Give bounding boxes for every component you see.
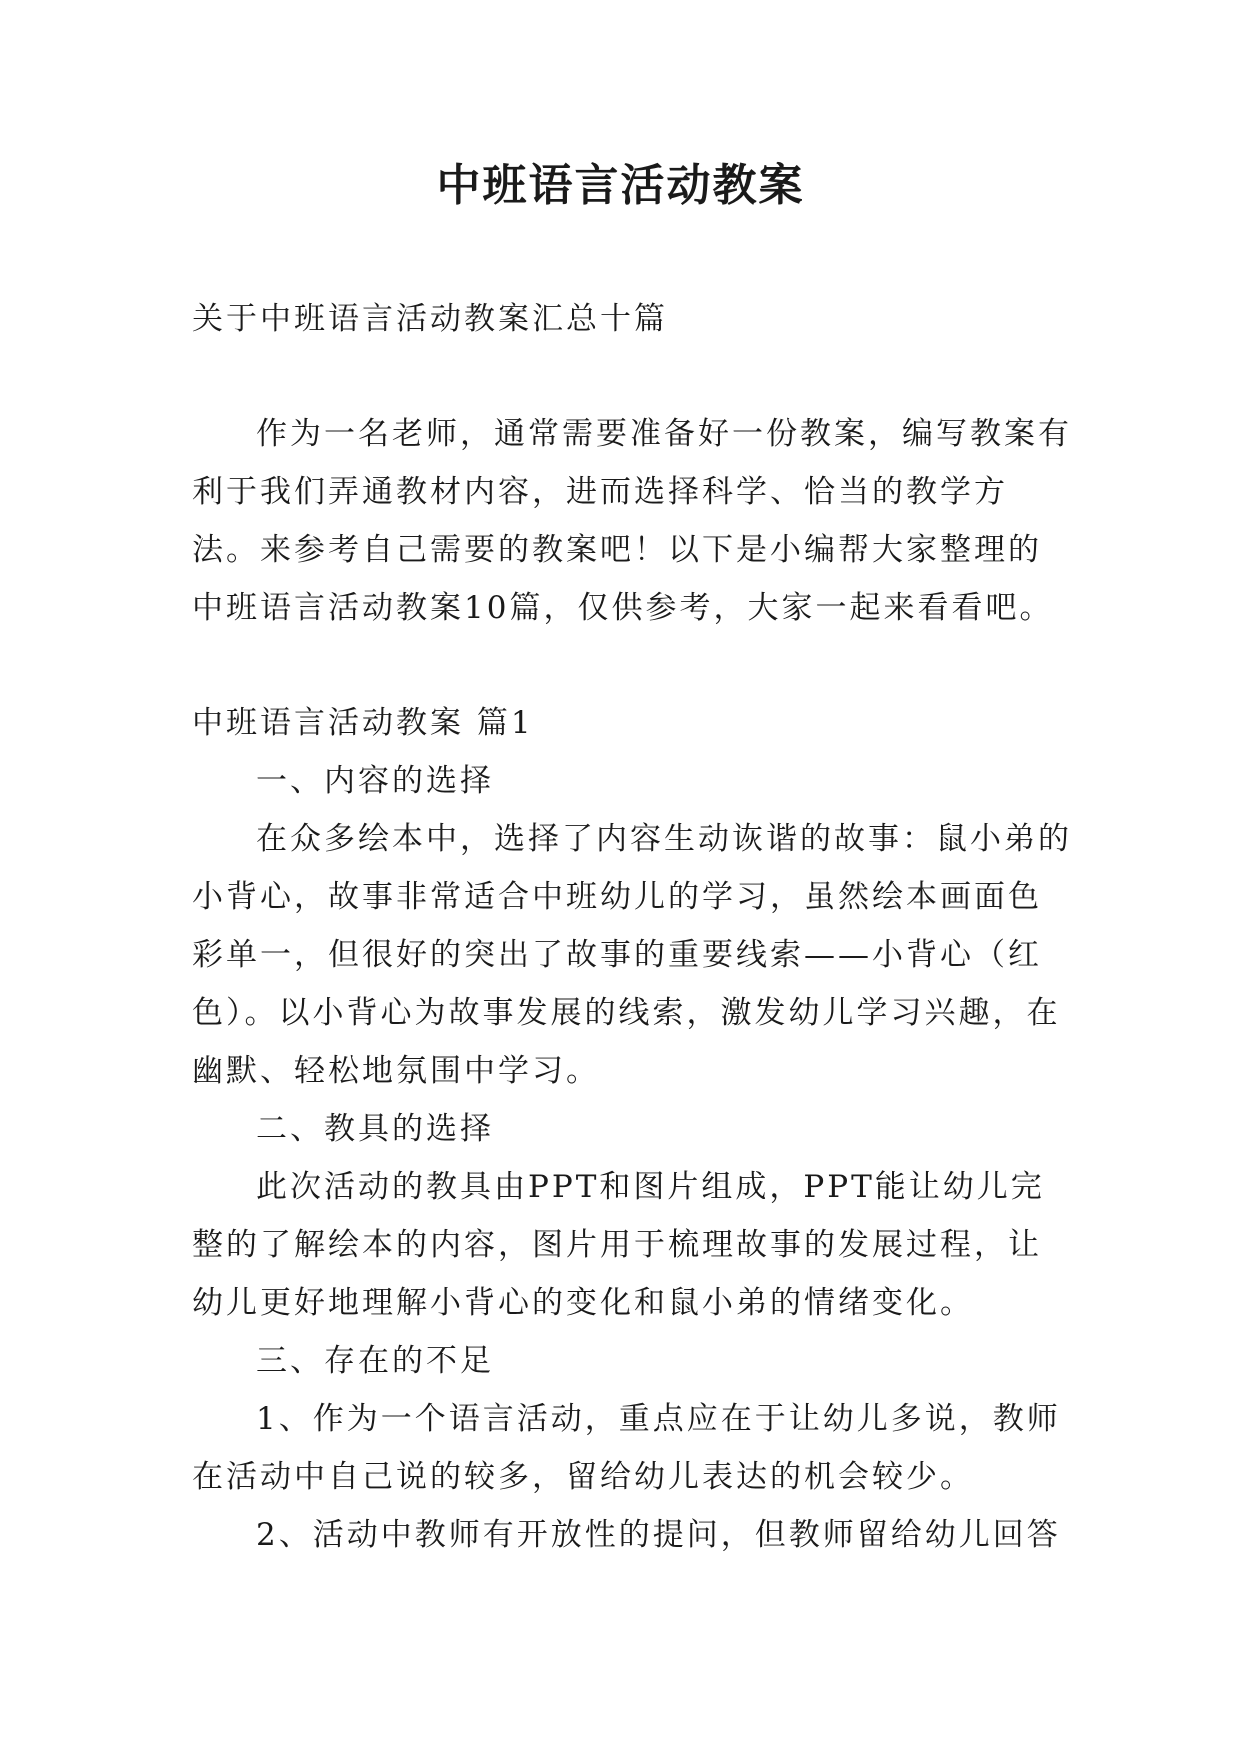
document-subtitle (192, 290, 1072, 348)
subtitle-text: 关于中班语言活动教案汇总十篇 (192, 301, 668, 337)
document-title: 中班语言活动教案 (436, 160, 805, 211)
lesson-section-1 (192, 694, 1072, 1564)
paragraph-shortcoming-2: 2、活动中教师有开放性的提问，但教师留给幼儿回答 (256, 1517, 1061, 1553)
intro-paragraph: 作为一名老师，通常需要准备好一份教案，编写教案有利于我们弄通教材内容，进而选择科学、恰当的教学方法。来参考自己需要的教案吧！以下是小编帮大家整理的中班语言活动教案10篇，仅供参考，大家一起来看看吧。 (192, 416, 1072, 626)
intro-section (192, 405, 1072, 637)
heading-content-selection: 一、内容的选择 (256, 763, 494, 799)
paragraph-content-selection: 在众多绘本中，选择了内容生动诙谐的故事：鼠小弟的小背心，故事非常适合中班幼儿的学习，虽然绘本画面色彩单一，但很好的突出了故事的重要线索——小背心（红色）。以小背心为故事发展的线索，激发幼儿学习兴趣，在幽默、轻松地氛围中学习。 (192, 821, 1072, 1089)
paragraph-teaching-aids: 此次活动的教具由PPT和图片组成，PPT能让幼儿完整的了解绘本的内容，图片用于梳理故事的发展过程，让幼儿更好地理解小背心的变化和鼠小弟的情绪变化。 (192, 1169, 1045, 1321)
heading-teaching-aids: 二、教具的选择 (256, 1111, 494, 1147)
heading-shortcomings: 三、存在的不足 (256, 1343, 494, 1379)
paragraph-shortcoming-1: 1、作为一个语言活动，重点应在于让幼儿多说，教师在活动中自己说的较多，留给幼儿表达的机会较少。 (192, 1401, 1061, 1495)
section-heading: 中班语言活动教案 篇1 (192, 705, 534, 741)
